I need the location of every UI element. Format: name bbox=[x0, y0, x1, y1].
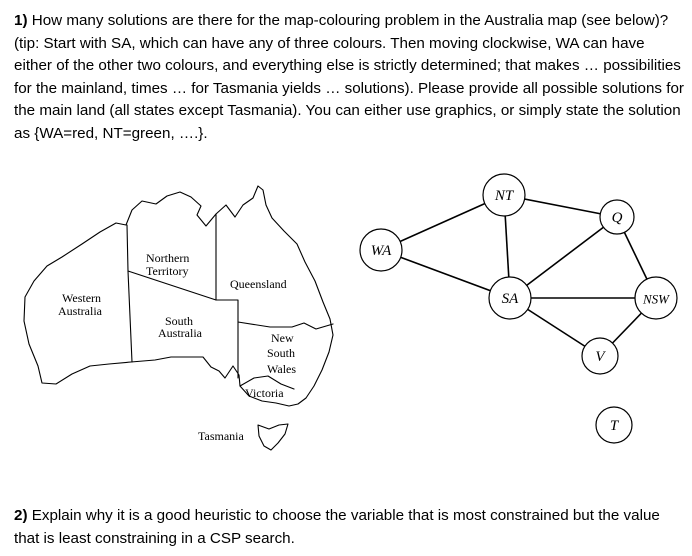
node-wa bbox=[360, 229, 402, 271]
node-t bbox=[596, 407, 632, 443]
node-label-nt: NT bbox=[494, 188, 514, 204]
label-queensland: Queensland bbox=[230, 277, 287, 291]
node-label-nsw: NSW bbox=[643, 291, 669, 307]
question-2 bbox=[14, 505, 686, 550]
node-label-t: T bbox=[609, 418, 619, 434]
label-western-australia: Western Australia bbox=[58, 291, 102, 318]
node-q bbox=[600, 200, 634, 234]
label-northern-territory: Northern Territory bbox=[146, 251, 190, 278]
map-labels bbox=[58, 251, 298, 443]
constraint-graph-nodes bbox=[360, 174, 677, 443]
node-nt bbox=[483, 174, 525, 216]
node-label-v: V bbox=[595, 349, 605, 365]
border-qld-nsw bbox=[238, 322, 333, 329]
node-nsw bbox=[635, 277, 677, 319]
node-v bbox=[582, 338, 618, 374]
tasmania-outline bbox=[258, 424, 288, 450]
node-sa bbox=[489, 277, 531, 319]
question-1-number: 1) bbox=[14, 12, 28, 29]
label-south-australia: South Australia bbox=[158, 314, 202, 340]
label-victoria: Victoria bbox=[245, 386, 284, 400]
label-tasmania: Tasmania bbox=[198, 429, 244, 443]
border-wa bbox=[127, 225, 132, 362]
question-2-number: 2) bbox=[14, 507, 28, 524]
node-label-sa: SA bbox=[501, 291, 519, 307]
label-new-south-wales: New South Wales bbox=[267, 331, 297, 376]
node-label-wa: WA bbox=[370, 243, 392, 259]
question-2-text: Explain why it is a good heuristic to choose the variable that is most constrained but the value that is least constraining in a CSP search. bbox=[14, 507, 660, 547]
border-sa-qld bbox=[216, 300, 238, 322]
node-label-q: Q bbox=[611, 210, 623, 226]
question-1-text: How many solutions are there for the map-colouring problem in the Australia map (see below)? (tip: Start with SA, which can have any of three colours. Then moving clockwise, WA can have either of the other two colours, and everything else is strictly determined; that makes … possibilities for the mainland, times … for Tasmania yields … solutions). Please provide all possible solutions for the main land (all states except Tasmania). You can either use graphics, or simply state the solution as {WA=red, NT=green, ….}. bbox=[14, 12, 684, 142]
